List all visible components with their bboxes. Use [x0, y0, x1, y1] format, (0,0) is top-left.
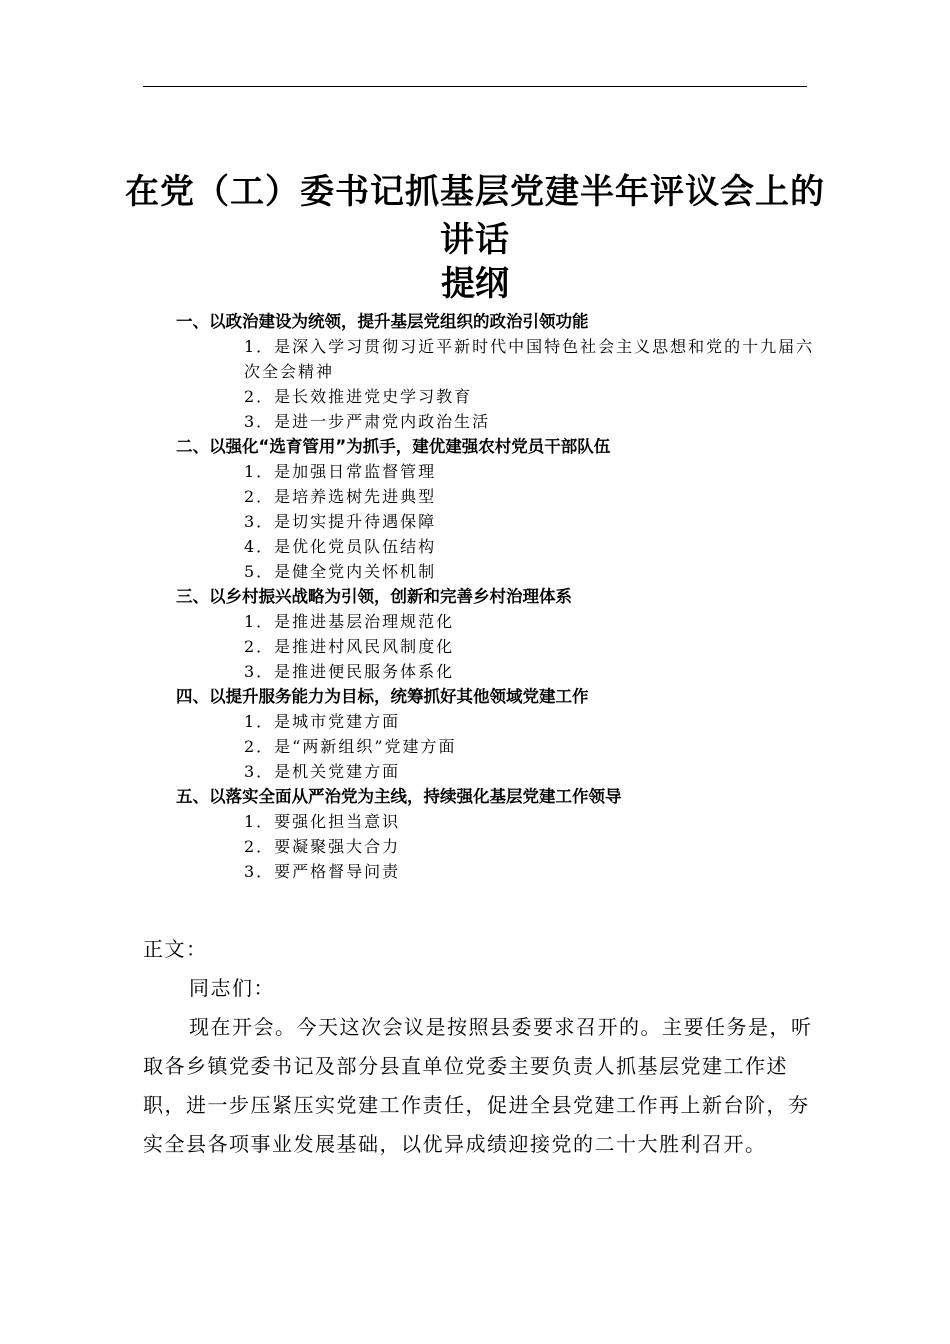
outline-item: 2．是培养选树先进典型: [244, 487, 437, 506]
section-heading: 五、以落实全面从严治党为主线，持续强化基层党建工作领导: [176, 787, 622, 806]
document-subtitle: 提纲: [441, 264, 509, 304]
outline-item: 4．是优化党员队伍结构: [244, 537, 437, 556]
outline: [176, 309, 816, 884]
outline-item: 2．要凝聚强大合力: [244, 837, 401, 856]
outline-section-1: [176, 309, 816, 434]
section-heading: 四、以提升服务能力为目标，统筹抓好其他领域党建工作: [176, 687, 589, 706]
section-heading: 二、以强化“选育管用”为抓手，建优建强农村党员干部队伍: [176, 437, 611, 456]
section-heading: 三、以乡村振兴战略为引领，创新和完善乡村治理体系: [176, 587, 572, 606]
salutation: 同志们：: [189, 976, 275, 1000]
outline-item: 3．是切实提升待遇保障: [244, 512, 437, 531]
outline-item: 2．是“两新组织”党建方面: [244, 737, 457, 756]
body-label: 正文：: [143, 937, 208, 961]
outline-section-4: [176, 684, 816, 784]
outline-item: 1．是加强日常监督管理: [244, 462, 437, 481]
outline-item: 2．是长效推进党史学习教育: [244, 387, 473, 406]
outline-section-2: [176, 434, 816, 584]
document-title: 在党（工）委书记抓基层党建半年评议会上的讲话: [125, 172, 825, 260]
outline-item: 3．要严格督导问责: [244, 862, 401, 881]
outline-item: 2．是推进村风民风制度化: [244, 637, 455, 656]
outline-item: 1．要强化担当意识: [244, 812, 401, 831]
section-heading: 一、以政治建设为统领，提升基层党组织的政治引领功能: [176, 312, 589, 331]
outline-section-3: [176, 584, 816, 684]
outline-item: 1．是城市党建方面: [244, 712, 401, 731]
outline-item: 3．是机关党建方面: [244, 762, 401, 781]
outline-item: 3．是进一步严肃党内政治生活: [244, 412, 491, 431]
body-text: [143, 930, 813, 1164]
outline-item: 5．是健全党内关怀机制: [244, 562, 437, 581]
outline-item: 1．是深入学习贯彻习近平新时代中国特色社会主义思想和党的十九届六次全会精神: [244, 337, 815, 381]
outline-item: 3．是推进便民服务体系化: [244, 662, 455, 681]
outline-item: 1．是推进基层治理规范化: [244, 612, 455, 631]
outline-section-5: [176, 784, 816, 884]
body-paragraph: 现在开会。今天这次会议是按照县委要求召开的。主要任务是，听取各乡镇党委书记及部分县直单位党委主要负责人抓基层党建工作述职，进一步压紧压实党建工作责任，促进全县党建工作再上新台阶，夯实全县各项事业发展基础，以优异成绩迎接党的二十大胜利召开。: [143, 1015, 813, 1156]
header-rule: [143, 86, 807, 87]
